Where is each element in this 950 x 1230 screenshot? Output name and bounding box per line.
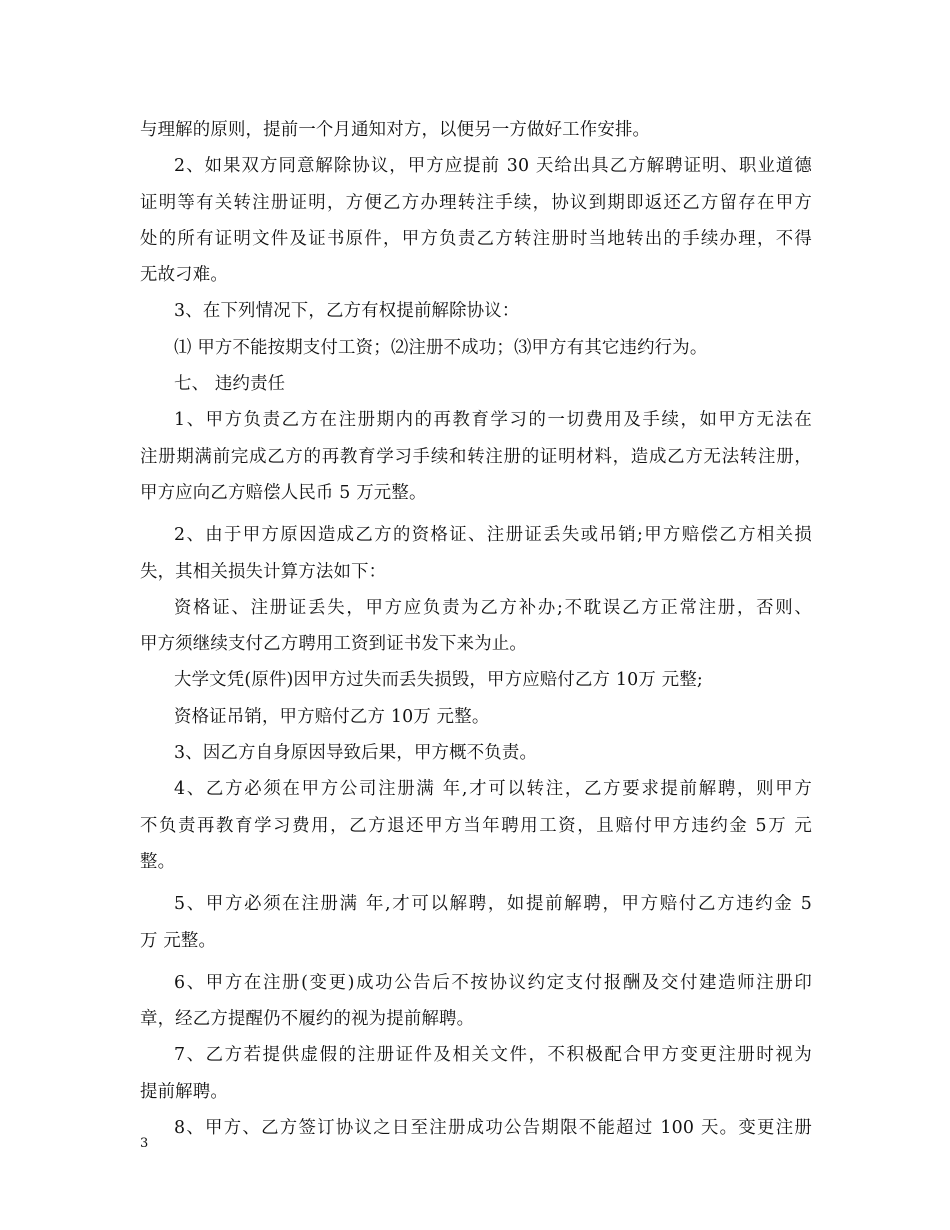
page-number: 3 xyxy=(140,1136,149,1151)
text-line-14: 资格证、注册证丢失，甲方应负责为乙方补办;不耽误乙方正常注册，否则、 xyxy=(174,597,812,618)
text-line-9: 1、甲方负责乙方在注册期内的再教育学习的一切费用及手续，如甲方无法在 xyxy=(174,410,812,431)
text-line-13: 失，其相关损失计算方法如下： xyxy=(140,561,387,582)
text-line-18: 3、因乙方自身原因导致后果，甲方概不负责。 xyxy=(174,743,538,764)
text-line-27: 提前解聘。 xyxy=(140,1081,228,1102)
text-line-12: 2、由于甲方原因造成乙方的资格证、注册证丢失或吊销;甲方赔偿乙方相关损 xyxy=(174,525,812,546)
text-line-7: ⑴ 甲方不能按期支付工资；⑵注册不成功；⑶甲方有其它违约行为。 xyxy=(174,337,708,358)
text-line-24: 6、甲方在注册(变更)成功公告后不按协议约定支付报酬及交付建造师注册印 xyxy=(174,972,812,993)
text-line-23: 万 元整。 xyxy=(140,930,217,951)
text-line-16: 大学文凭(原件)因甲方过失而丢失损毁，甲方应赔付乙方 10万 元整; xyxy=(174,670,703,691)
section-heading-liability: 七、 违约责任 xyxy=(174,374,286,395)
text-line-17: 资格证吊销，甲方赔付乙方 10万 元整。 xyxy=(174,706,490,727)
text-line-19: 4、乙方必须在甲方公司注册满 年,才可以转注，乙方要求提前解聘，则甲方 xyxy=(174,779,812,800)
text-line-5: 无故刁难。 xyxy=(140,265,228,286)
text-line-11: 甲方应向乙方赔偿人民币 5 万元整。 xyxy=(140,482,427,503)
text-line-10: 注册期满前完成乙方的再教育学习手续和转注册的证明材料，造成乙方无法转注册， xyxy=(140,446,812,467)
text-line-28: 8、甲方、乙方签订协议之日至注册成功公告期限不能超过 100 天。变更注册 xyxy=(174,1118,812,1139)
text-line-20: 不负责再教育学习费用，乙方退还甲方当年聘用工资，且赔付甲方违约金 5万 元 xyxy=(140,815,812,836)
text-line-1: 与理解的原则，提前一个月通知对方，以便另一方做好工作安排。 xyxy=(140,120,651,140)
contract-body-text xyxy=(140,112,812,1146)
text-line-3: 证明等有关转注册证明，方便乙方办理转注手续，协议到期即返还乙方留存在甲方 xyxy=(140,192,812,213)
text-line-4: 处的所有证明文件及证书原件，甲方负责乙方转注册时当地转出的手续办理，不得 xyxy=(140,228,812,249)
text-line-2: 2、如果双方同意解除协议，甲方应提前 30 天给出具乙方解聘证明、职业道德 xyxy=(174,156,812,177)
text-line-22: 5、甲方必须在注册满 年,才可以解聘，如提前解聘，甲方赔付乙方违约金 5 xyxy=(174,894,812,915)
text-line-21: 整。 xyxy=(140,851,176,872)
text-line-25: 章，经乙方提醒仍不履约的视为提前解聘。 xyxy=(140,1009,475,1030)
text-line-6: 3、在下列情况下，乙方有权提前解除协议： xyxy=(174,301,520,322)
text-line-26: 7、乙方若提供虚假的注册证件及相关文件，不积极配合甲方变更注册时视为 xyxy=(174,1045,812,1066)
text-line-15: 甲方须继续支付乙方聘用工资到证书发下来为止。 xyxy=(140,634,527,655)
